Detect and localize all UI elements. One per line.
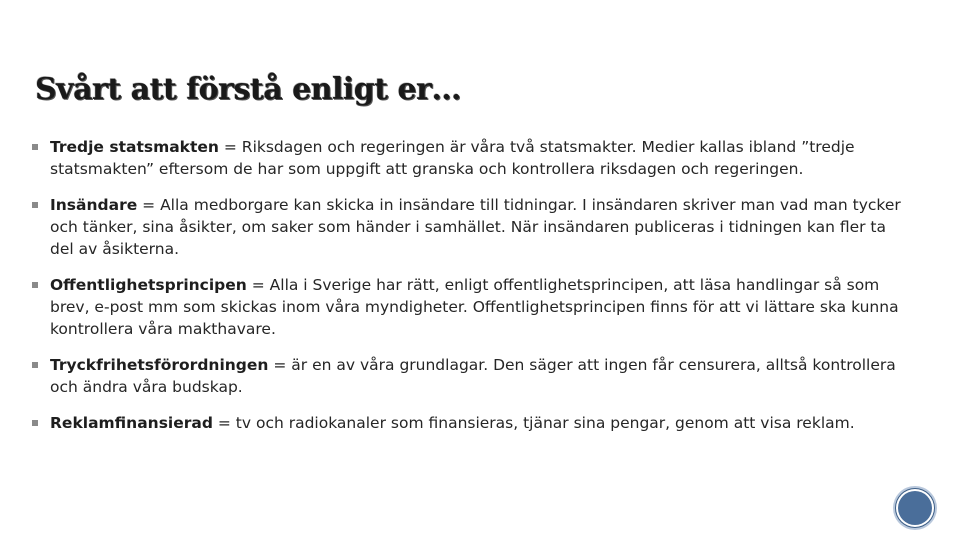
square-bullet-icon <box>32 202 38 208</box>
list-item <box>32 412 912 434</box>
term-definition: = Alla medborgare kan skicka in insändare till tidningar. I insändaren skriver man vad man tycker och tänker, sina åsikter, om saker som händer i samhället. När insändaren publiceras i tidningen kan fler ta del av åsikterna. <box>50 196 901 258</box>
bullet-list <box>32 136 912 448</box>
list-item <box>32 194 912 260</box>
term-label: Insändare <box>50 196 138 214</box>
page-number <box>898 491 932 525</box>
list-item <box>32 274 912 340</box>
square-bullet-icon <box>32 420 38 426</box>
square-bullet-icon <box>32 144 38 150</box>
term-label: Tryckfrihetsförordningen <box>50 356 269 374</box>
term-definition: = Alla i Sverige har rätt, enligt offentlighetsprincipen, att läsa handlingar så som brev, e-post mm som skickas inom våra myndigheter. Offentlighetsprincipen finns för att vi lättare ska kunna kontrollera våra makthavare. <box>50 276 899 338</box>
term-label: Offentlighetsprincipen <box>50 276 247 294</box>
term-label: Tredje statsmakten <box>50 138 219 156</box>
square-bullet-icon <box>32 282 38 288</box>
term-label: Reklamfinansierad <box>50 414 213 432</box>
list-item <box>32 136 912 180</box>
term-definition: = är en av våra grundlagar. Den säger att ingen får censurera, alltså kontrollera och ändra våra budskap. <box>50 356 896 396</box>
term-definition: = tv och radiokanaler som finansieras, tjänar sina pengar, genom att visa reklam. <box>212 414 855 432</box>
slide-title: Svårt att förstå enligt er… <box>35 72 461 107</box>
page-number-badge <box>898 491 932 525</box>
term-definition: = Riksdagen och regeringen är våra två statsmakter. Medier kallas ibland ”tredje statsmakten” eftersom de har som uppgift att granska och kontrollera riksdagen och regeringen. <box>50 138 855 178</box>
square-bullet-icon <box>32 362 38 368</box>
list-item <box>32 354 912 398</box>
